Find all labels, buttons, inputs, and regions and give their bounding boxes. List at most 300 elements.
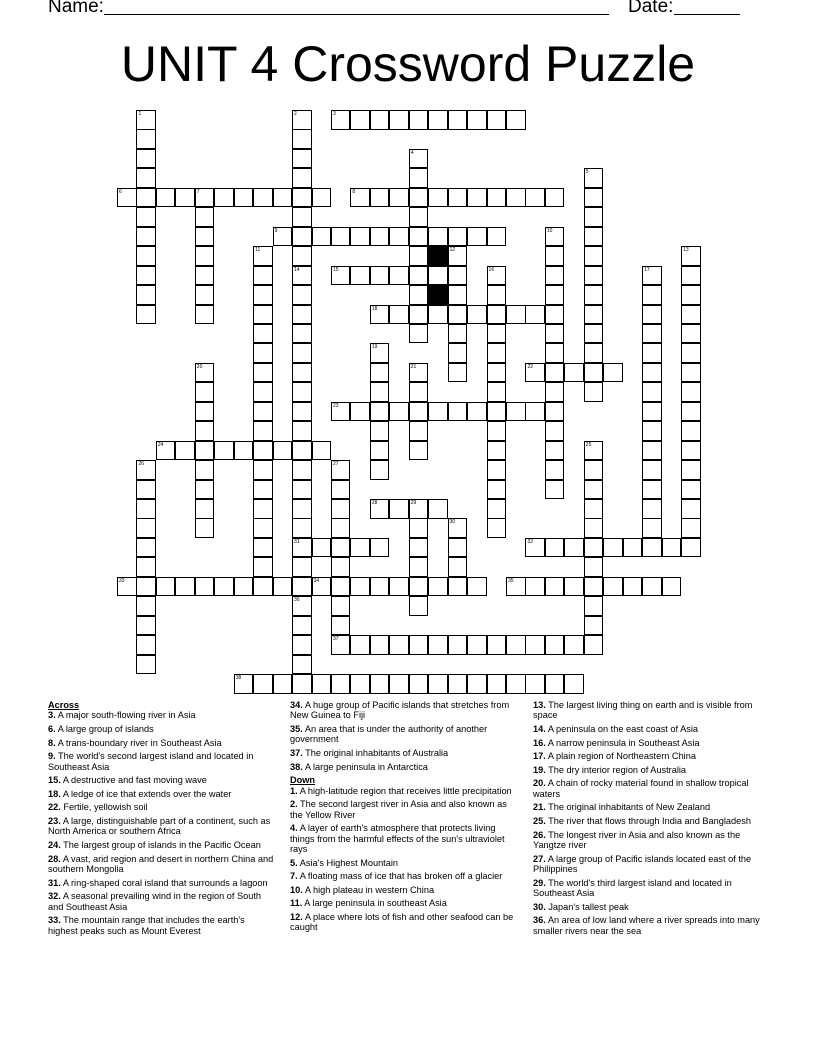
grid-cell[interactable] (623, 538, 643, 558)
grid-cell[interactable] (545, 343, 565, 363)
grid-cell[interactable] (584, 324, 604, 344)
grid-cell[interactable] (195, 266, 215, 286)
grid-cell[interactable] (467, 305, 487, 325)
grid-cell[interactable] (292, 110, 312, 130)
grid-cell[interactable] (292, 655, 312, 675)
grid-cell[interactable] (409, 596, 429, 616)
grid-cell[interactable] (545, 402, 565, 422)
grid-cell[interactable] (292, 266, 312, 286)
grid-cell[interactable] (642, 499, 662, 519)
grid-cell[interactable] (331, 616, 351, 636)
grid-cell[interactable] (136, 168, 156, 188)
grid-cell[interactable] (253, 363, 273, 383)
grid-cell[interactable] (642, 518, 662, 538)
grid-cell[interactable] (545, 421, 565, 441)
grid-cell[interactable] (292, 441, 312, 461)
grid-cell[interactable] (234, 577, 254, 597)
grid-cell[interactable] (448, 577, 468, 597)
grid-cell[interactable] (253, 266, 273, 286)
grid-cell[interactable] (564, 674, 584, 694)
grid-cell[interactable] (525, 538, 545, 558)
grid-cell[interactable] (545, 441, 565, 461)
grid-cell[interactable] (448, 324, 468, 344)
grid-cell[interactable] (253, 188, 273, 208)
grid-cell[interactable] (584, 285, 604, 305)
grid-cell[interactable] (428, 499, 448, 519)
grid-cell[interactable] (292, 577, 312, 597)
grid-cell[interactable] (448, 227, 468, 247)
grid-cell[interactable] (584, 343, 604, 363)
grid-cell[interactable] (584, 363, 604, 383)
grid-cell[interactable] (136, 149, 156, 169)
grid-cell[interactable] (234, 441, 254, 461)
grid-cell[interactable] (681, 421, 701, 441)
grid-cell[interactable] (409, 674, 429, 694)
grid-cell[interactable] (136, 460, 156, 480)
grid-cell[interactable] (467, 227, 487, 247)
grid-cell[interactable] (487, 635, 507, 655)
grid-cell[interactable] (253, 518, 273, 538)
grid-cell[interactable] (156, 441, 176, 461)
grid-cell[interactable] (331, 266, 351, 286)
grid-cell[interactable] (136, 227, 156, 247)
grid-cell[interactable] (681, 499, 701, 519)
grid-cell[interactable] (195, 441, 215, 461)
grid-cell[interactable] (409, 110, 429, 130)
grid-cell[interactable] (292, 207, 312, 227)
grid-cell[interactable] (370, 110, 390, 130)
grid-cell[interactable] (584, 227, 604, 247)
grid-cell[interactable] (234, 188, 254, 208)
grid-cell[interactable] (292, 285, 312, 305)
grid-cell[interactable] (292, 518, 312, 538)
grid-cell[interactable] (331, 635, 351, 655)
grid-cell[interactable] (487, 382, 507, 402)
grid-cell[interactable] (409, 557, 429, 577)
grid-cell[interactable] (292, 363, 312, 383)
grid-cell[interactable] (389, 635, 409, 655)
grid-cell[interactable] (136, 635, 156, 655)
grid-cell[interactable] (370, 305, 390, 325)
grid-cell[interactable] (292, 421, 312, 441)
grid-cell[interactable] (136, 616, 156, 636)
grid-cell[interactable] (662, 538, 682, 558)
grid-cell[interactable] (545, 460, 565, 480)
grid-cell[interactable] (603, 363, 623, 383)
grid-cell[interactable] (156, 577, 176, 597)
grid-cell[interactable] (331, 577, 351, 597)
grid-cell[interactable] (253, 382, 273, 402)
grid-cell[interactable] (312, 538, 332, 558)
grid-cell[interactable] (448, 285, 468, 305)
grid-cell[interactable] (487, 518, 507, 538)
grid-cell[interactable] (564, 363, 584, 383)
grid-cell[interactable] (136, 577, 156, 597)
grid-cell[interactable] (642, 382, 662, 402)
grid-cell[interactable] (681, 343, 701, 363)
grid-cell[interactable] (487, 402, 507, 422)
grid-cell[interactable] (642, 577, 662, 597)
grid-cell[interactable] (370, 441, 390, 461)
grid-cell[interactable] (506, 110, 526, 130)
grid-cell[interactable] (487, 460, 507, 480)
grid-cell[interactable] (214, 188, 234, 208)
grid-cell[interactable] (136, 266, 156, 286)
grid-cell[interactable] (506, 635, 526, 655)
grid-cell[interactable] (292, 168, 312, 188)
grid-cell[interactable] (487, 285, 507, 305)
grid-cell[interactable] (195, 305, 215, 325)
grid-cell[interactable] (467, 635, 487, 655)
grid-cell[interactable] (584, 188, 604, 208)
grid-cell[interactable] (175, 441, 195, 461)
grid-cell[interactable] (642, 538, 662, 558)
grid-cell[interactable] (642, 441, 662, 461)
grid-cell[interactable] (487, 441, 507, 461)
grid-cell[interactable] (273, 577, 293, 597)
grid-cell[interactable] (136, 480, 156, 500)
grid-cell[interactable] (428, 266, 448, 286)
grid-cell[interactable] (350, 188, 370, 208)
grid-cell[interactable] (136, 596, 156, 616)
grid-cell[interactable] (292, 343, 312, 363)
grid-cell[interactable] (603, 538, 623, 558)
grid-cell[interactable] (409, 324, 429, 344)
grid-cell[interactable] (195, 363, 215, 383)
grid-cell[interactable] (564, 635, 584, 655)
grid-cell[interactable] (292, 538, 312, 558)
grid-cell[interactable] (681, 382, 701, 402)
grid-cell[interactable] (584, 596, 604, 616)
grid-cell[interactable] (331, 227, 351, 247)
grid-cell[interactable] (642, 285, 662, 305)
grid-cell[interactable] (292, 149, 312, 169)
grid-cell[interactable] (195, 382, 215, 402)
grid-cell[interactable] (584, 441, 604, 461)
grid-cell[interactable] (623, 577, 643, 597)
grid-cell[interactable] (409, 363, 429, 383)
grid-cell[interactable] (370, 363, 390, 383)
grid-cell[interactable] (136, 285, 156, 305)
grid-cell[interactable] (195, 480, 215, 500)
grid-cell[interactable] (136, 207, 156, 227)
grid-cell[interactable] (584, 382, 604, 402)
grid-cell[interactable] (389, 227, 409, 247)
grid-cell[interactable] (681, 363, 701, 383)
grid-cell[interactable] (292, 460, 312, 480)
grid-cell[interactable] (584, 518, 604, 538)
grid-cell[interactable] (642, 363, 662, 383)
grid-cell[interactable] (584, 538, 604, 558)
grid-cell[interactable] (156, 188, 176, 208)
grid-cell[interactable] (487, 480, 507, 500)
grid-cell[interactable] (545, 363, 565, 383)
grid-cell[interactable] (681, 305, 701, 325)
grid-cell[interactable] (331, 518, 351, 538)
grid-cell[interactable] (292, 674, 312, 694)
grid-cell[interactable] (292, 324, 312, 344)
grid-cell[interactable] (467, 577, 487, 597)
grid-cell[interactable] (584, 480, 604, 500)
grid-cell[interactable] (331, 110, 351, 130)
grid-cell[interactable] (409, 538, 429, 558)
grid-cell[interactable] (136, 129, 156, 149)
grid-cell[interactable] (331, 460, 351, 480)
grid-cell[interactable] (195, 402, 215, 422)
grid-cell[interactable] (312, 577, 332, 597)
grid-cell[interactable] (584, 577, 604, 597)
grid-cell[interactable] (506, 188, 526, 208)
grid-cell[interactable] (545, 305, 565, 325)
grid-cell[interactable] (136, 538, 156, 558)
grid-cell[interactable] (467, 402, 487, 422)
grid-cell[interactable] (506, 577, 526, 597)
grid-cell[interactable] (584, 616, 604, 636)
grid-cell[interactable] (584, 207, 604, 227)
grid-cell[interactable] (584, 499, 604, 519)
grid-cell[interactable] (389, 266, 409, 286)
grid-cell[interactable] (428, 188, 448, 208)
grid-cell[interactable] (428, 635, 448, 655)
grid-cell[interactable] (370, 577, 390, 597)
grid-cell[interactable] (312, 188, 332, 208)
grid-cell[interactable] (331, 499, 351, 519)
grid-cell[interactable] (292, 246, 312, 266)
grid-cell[interactable] (409, 207, 429, 227)
grid-cell[interactable] (350, 635, 370, 655)
grid-cell[interactable] (525, 635, 545, 655)
grid-cell[interactable] (448, 110, 468, 130)
grid-cell[interactable] (136, 557, 156, 577)
grid-cell[interactable] (525, 363, 545, 383)
grid-cell[interactable] (506, 674, 526, 694)
grid-cell[interactable] (428, 674, 448, 694)
grid-cell[interactable] (136, 188, 156, 208)
grid-cell[interactable] (195, 207, 215, 227)
grid-cell[interactable] (681, 538, 701, 558)
grid-cell[interactable] (409, 266, 429, 286)
grid-cell[interactable] (253, 538, 273, 558)
grid-cell[interactable] (214, 577, 234, 597)
grid-cell[interactable] (389, 577, 409, 597)
grid-cell[interactable] (525, 188, 545, 208)
grid-cell[interactable] (545, 266, 565, 286)
grid-cell[interactable] (603, 577, 623, 597)
grid-cell[interactable] (331, 557, 351, 577)
grid-cell[interactable] (195, 577, 215, 597)
grid-cell[interactable] (467, 188, 487, 208)
grid-cell[interactable] (273, 441, 293, 461)
grid-cell[interactable] (253, 499, 273, 519)
grid-cell[interactable] (234, 674, 254, 694)
grid-cell[interactable] (642, 266, 662, 286)
grid-cell[interactable] (681, 246, 701, 266)
grid-cell[interactable] (370, 674, 390, 694)
grid-cell[interactable] (584, 305, 604, 325)
grid-cell[interactable] (487, 188, 507, 208)
grid-cell[interactable] (195, 188, 215, 208)
grid-cell[interactable] (350, 227, 370, 247)
grid-cell[interactable] (448, 305, 468, 325)
grid-cell[interactable] (370, 538, 390, 558)
grid-cell[interactable] (487, 499, 507, 519)
grid-cell[interactable] (545, 285, 565, 305)
grid-cell[interactable] (253, 305, 273, 325)
grid-cell[interactable] (389, 188, 409, 208)
grid-cell[interactable] (681, 518, 701, 538)
grid-cell[interactable] (448, 266, 468, 286)
grid-cell[interactable] (428, 402, 448, 422)
grid-cell[interactable] (409, 305, 429, 325)
grid-cell[interactable] (409, 188, 429, 208)
grid-cell[interactable] (195, 285, 215, 305)
grid-cell[interactable] (448, 188, 468, 208)
grid-cell[interactable] (448, 518, 468, 538)
grid-cell[interactable] (448, 635, 468, 655)
grid-cell[interactable] (545, 538, 565, 558)
grid-cell[interactable] (448, 363, 468, 383)
grid-cell[interactable] (428, 227, 448, 247)
grid-cell[interactable] (195, 421, 215, 441)
grid-cell[interactable] (117, 188, 137, 208)
grid-cell[interactable] (584, 557, 604, 577)
grid-cell[interactable] (117, 577, 137, 597)
grid-cell[interactable] (409, 149, 429, 169)
grid-cell[interactable] (681, 266, 701, 286)
grid-cell[interactable] (428, 305, 448, 325)
grid-cell[interactable] (370, 188, 390, 208)
grid-cell[interactable] (195, 460, 215, 480)
grid-cell[interactable] (642, 343, 662, 363)
grid-cell[interactable] (681, 460, 701, 480)
grid-cell[interactable] (564, 538, 584, 558)
grid-cell[interactable] (350, 402, 370, 422)
grid-cell[interactable] (331, 674, 351, 694)
grid-cell[interactable] (642, 480, 662, 500)
grid-cell[interactable] (681, 441, 701, 461)
grid-cell[interactable] (487, 363, 507, 383)
grid-cell[interactable] (136, 305, 156, 325)
grid-cell[interactable] (292, 402, 312, 422)
grid-cell[interactable] (292, 596, 312, 616)
grid-cell[interactable] (506, 402, 526, 422)
grid-cell[interactable] (409, 285, 429, 305)
grid-cell[interactable] (428, 110, 448, 130)
grid-cell[interactable] (136, 518, 156, 538)
grid-cell[interactable] (292, 129, 312, 149)
grid-cell[interactable] (370, 635, 390, 655)
grid-cell[interactable] (273, 227, 293, 247)
grid-cell[interactable] (389, 402, 409, 422)
grid-cell[interactable] (487, 343, 507, 363)
grid-cell[interactable] (292, 188, 312, 208)
grid-cell[interactable] (312, 441, 332, 461)
grid-cell[interactable] (273, 188, 293, 208)
grid-cell[interactable] (389, 499, 409, 519)
grid-cell[interactable] (584, 635, 604, 655)
grid-cell[interactable] (292, 382, 312, 402)
grid-cell[interactable] (195, 227, 215, 247)
grid-cell[interactable] (467, 110, 487, 130)
grid-cell[interactable] (136, 110, 156, 130)
grid-cell[interactable] (525, 305, 545, 325)
grid-cell[interactable] (545, 246, 565, 266)
grid-cell[interactable] (389, 110, 409, 130)
grid-cell[interactable] (253, 324, 273, 344)
grid-cell[interactable] (292, 616, 312, 636)
grid-cell[interactable] (370, 266, 390, 286)
grid-cell[interactable] (448, 557, 468, 577)
grid-cell[interactable] (409, 421, 429, 441)
grid-cell[interactable] (642, 460, 662, 480)
grid-cell[interactable] (292, 305, 312, 325)
grid-cell[interactable] (253, 460, 273, 480)
grid-cell[interactable] (545, 324, 565, 344)
grid-cell[interactable] (487, 324, 507, 344)
grid-cell[interactable] (584, 246, 604, 266)
grid-cell[interactable] (525, 674, 545, 694)
grid-cell[interactable] (681, 402, 701, 422)
grid-cell[interactable] (292, 480, 312, 500)
grid-cell[interactable] (662, 577, 682, 597)
grid-cell[interactable] (642, 402, 662, 422)
grid-cell[interactable] (331, 596, 351, 616)
grid-cell[interactable] (195, 499, 215, 519)
grid-cell[interactable] (370, 382, 390, 402)
grid-cell[interactable] (253, 246, 273, 266)
grid-cell[interactable] (448, 402, 468, 422)
grid-cell[interactable] (350, 577, 370, 597)
grid-cell[interactable] (487, 305, 507, 325)
grid-cell[interactable] (273, 674, 293, 694)
grid-cell[interactable] (642, 421, 662, 441)
grid-cell[interactable] (487, 110, 507, 130)
grid-cell[interactable] (370, 421, 390, 441)
grid-cell[interactable] (312, 674, 332, 694)
grid-cell[interactable] (370, 402, 390, 422)
grid-cell[interactable] (448, 343, 468, 363)
grid-cell[interactable] (370, 460, 390, 480)
grid-cell[interactable] (642, 324, 662, 344)
grid-cell[interactable] (253, 421, 273, 441)
grid-cell[interactable] (195, 246, 215, 266)
grid-cell[interactable] (331, 402, 351, 422)
grid-cell[interactable] (487, 674, 507, 694)
grid-cell[interactable] (292, 499, 312, 519)
grid-cell[interactable] (487, 266, 507, 286)
grid-cell[interactable] (350, 674, 370, 694)
grid-cell[interactable] (331, 538, 351, 558)
grid-cell[interactable] (448, 246, 468, 266)
grid-cell[interactable] (545, 635, 565, 655)
grid-cell[interactable] (136, 499, 156, 519)
grid-cell[interactable] (409, 227, 429, 247)
grid-cell[interactable] (253, 674, 273, 694)
grid-cell[interactable] (214, 441, 234, 461)
grid-cell[interactable] (175, 188, 195, 208)
grid-cell[interactable] (409, 518, 429, 538)
grid-cell[interactable] (564, 577, 584, 597)
grid-cell[interactable] (487, 227, 507, 247)
grid-cell[interactable] (409, 246, 429, 266)
grid-cell[interactable] (350, 110, 370, 130)
grid-cell[interactable] (253, 557, 273, 577)
grid-cell[interactable] (545, 577, 565, 597)
grid-cell[interactable] (370, 343, 390, 363)
grid-cell[interactable] (253, 285, 273, 305)
grid-cell[interactable] (409, 577, 429, 597)
grid-cell[interactable] (253, 480, 273, 500)
